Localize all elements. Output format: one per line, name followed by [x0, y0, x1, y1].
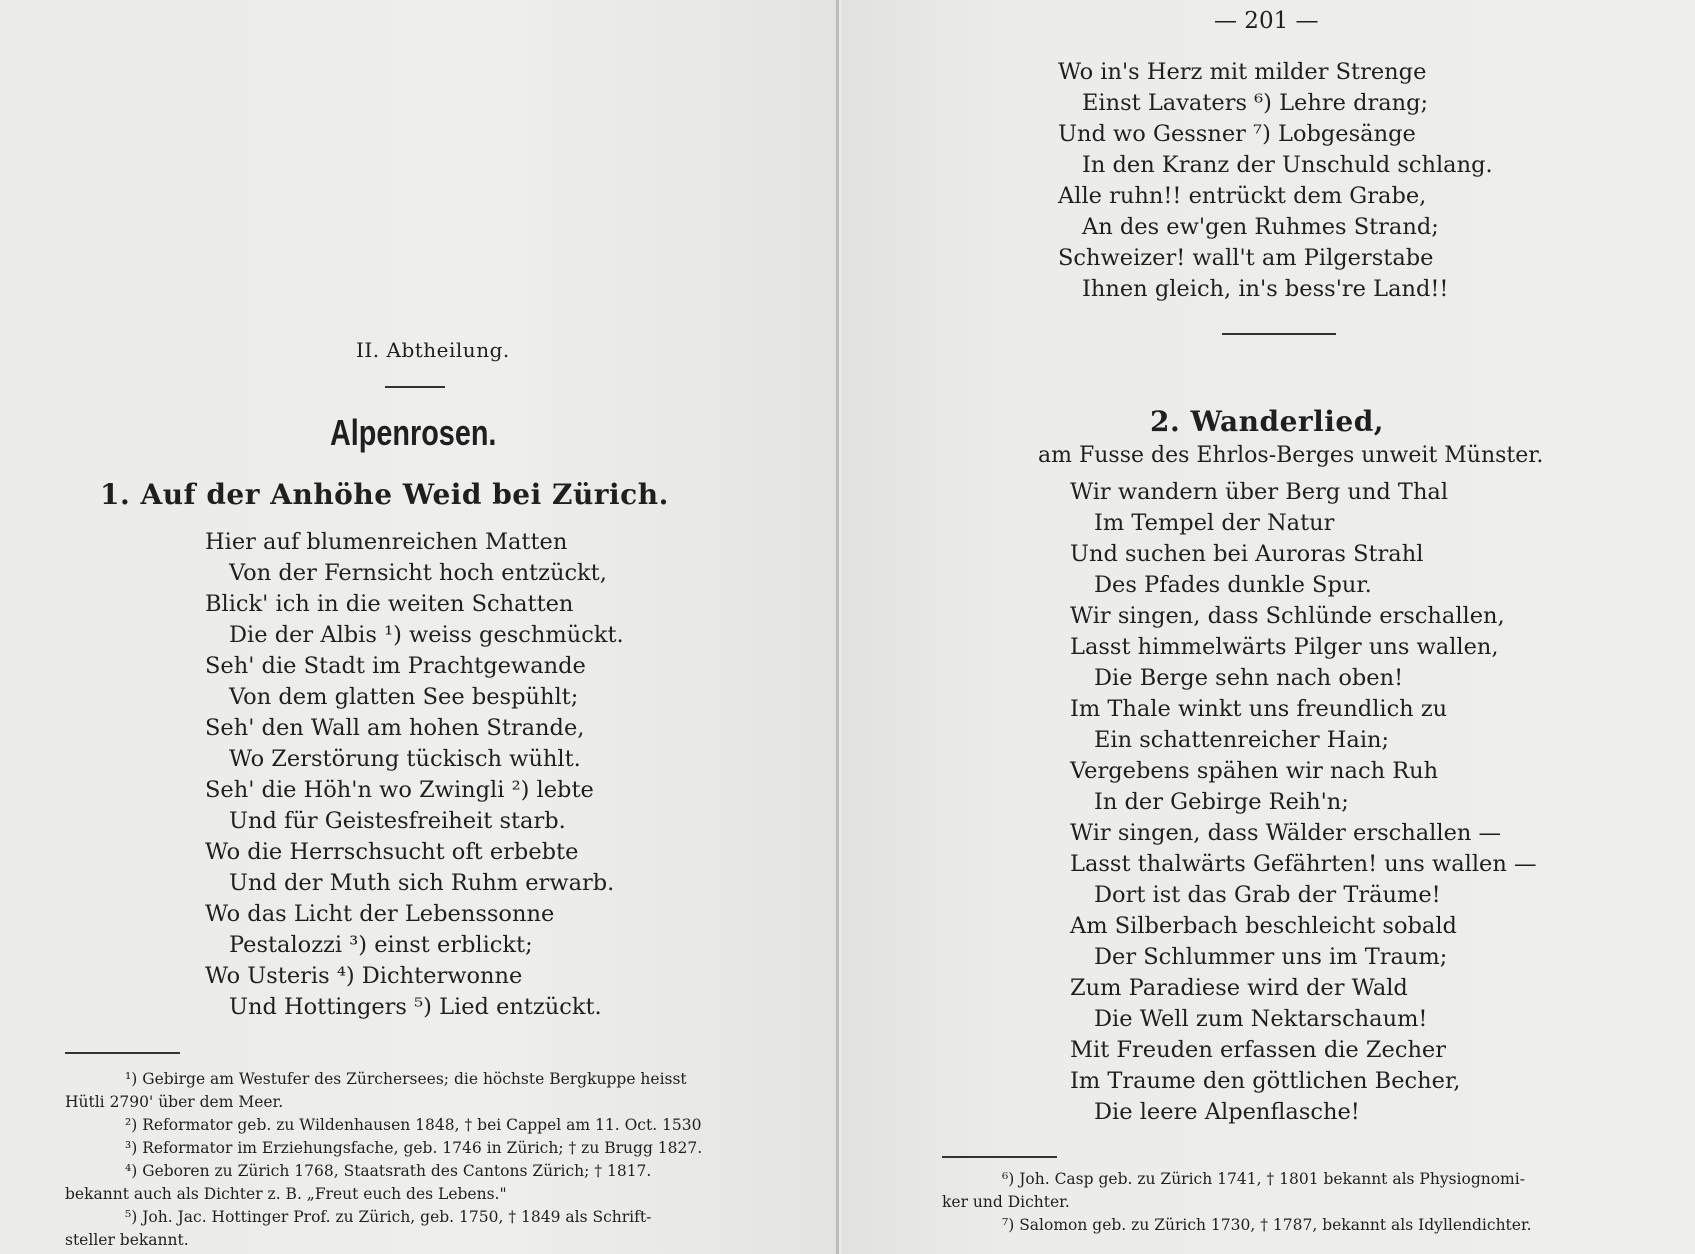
- verse-line: Seh' die Stadt im Prachtgewande: [205, 653, 586, 679]
- poem2-subtitle: am Fusse des Ehrlos-Berges unweit Münster.: [1038, 443, 1544, 468]
- verse-line: Pestalozzi ³) einst erblickt;: [229, 932, 533, 958]
- footnote-line: Hütli 2790' über dem Meer.: [65, 1093, 284, 1111]
- footnote-line: bekannt auch als Dichter z. B. „Freut euch des Lebens.": [65, 1185, 507, 1203]
- verse-line: Am Silberbach beschleicht sobald: [1070, 913, 1457, 939]
- verse-line: Wir singen, dass Schlünde erschallen,: [1070, 603, 1505, 629]
- continuation-verse: [1058, 57, 1493, 305]
- verse-line: Die leere Alpenflasche!: [1094, 1099, 1360, 1125]
- footnote-line: steller bekannt.: [65, 1231, 189, 1249]
- footnote-separator: [942, 1156, 1057, 1158]
- section-divider: [1222, 333, 1336, 335]
- verse-line: Blick' ich in die weiten Schatten: [205, 591, 574, 617]
- verse-line: Und für Geistesfreiheit starb.: [229, 808, 566, 834]
- verse-line: Die der Albis ¹) weiss geschmückt.: [229, 622, 624, 648]
- verse-line: Und Hottingers ⁵) Lied entzückt.: [229, 994, 602, 1020]
- left-footnotes: [65, 1068, 702, 1252]
- verse-line: Wo das Licht der Lebenssonne: [205, 901, 555, 927]
- verse-line: Wo Zerstörung tückisch wühlt.: [229, 746, 581, 772]
- verse-line: Lasst himmelwärts Pilger uns wallen,: [1070, 634, 1499, 660]
- verse-line: Ein schattenreicher Hain;: [1094, 727, 1390, 753]
- footnote-line: ³) Reformator im Erziehungsfache, geb. 1746 in Zürich; † zu Brugg 1827.: [125, 1139, 703, 1157]
- verse-line: Wo die Herrschsucht oft erbebte: [205, 839, 579, 865]
- verse-line: Schweizer! wall't am Pilgerstabe: [1058, 245, 1434, 271]
- verse-line: Die Well zum Nektarschaum!: [1094, 1006, 1428, 1032]
- verse-line: Und der Muth sich Ruhm erwarb.: [229, 870, 615, 896]
- verse-line: Und suchen bei Auroras Strahl: [1070, 541, 1424, 567]
- verse-line: Und wo Gessner ⁷) Lobgesänge: [1058, 121, 1416, 147]
- verse-line: Im Thale winkt uns freundlich zu: [1070, 696, 1448, 722]
- verse-line: Lasst thalwärts Gefährten! uns wallen —: [1070, 851, 1537, 877]
- poem1-verse: [205, 527, 624, 1023]
- verse-line: Im Traume den göttlichen Becher,: [1070, 1068, 1461, 1094]
- verse-line: In den Kranz der Unschuld schlang.: [1082, 152, 1493, 178]
- right-footnotes: [942, 1168, 1532, 1237]
- verse-line: Ihnen gleich, in's bess're Land!!: [1082, 276, 1449, 302]
- verse-line: Dort ist das Grab der Träume!: [1094, 882, 1441, 908]
- poem1-title: 1. Auf der Anhöhe Weid bei Zürich.: [100, 478, 669, 511]
- verse-line: Wir wandern über Berg und Thal: [1070, 479, 1449, 505]
- verse-line: Alle ruhn!! entrückt dem Grabe,: [1058, 183, 1427, 209]
- verse-line: Wo in's Herz mit milder Strenge: [1058, 59, 1427, 85]
- footnote-line: ⁵) Joh. Jac. Hottinger Prof. zu Zürich, geb. 1750, † 1849 als Schrift-: [125, 1208, 652, 1226]
- footnote-line: ⁷) Salomon geb. zu Zürich 1730, † 1787, bekannt als Idyllendichter.: [1002, 1216, 1532, 1234]
- book-gutter: [836, 0, 839, 1254]
- section-divider: [385, 386, 445, 388]
- poem2-verse: [1070, 477, 1536, 1128]
- verse-line: An des ew'gen Ruhmes Strand;: [1082, 214, 1439, 240]
- verse-line: Wo Usteris ⁴) Dichterwonne: [205, 963, 523, 989]
- verse-line: Zum Paradiese wird der Wald: [1070, 975, 1408, 1001]
- verse-line: Mit Freuden erfassen die Zecher: [1070, 1037, 1447, 1063]
- verse-line: Von dem glatten See bespühlt;: [229, 684, 579, 710]
- verse-line: Hier auf blumenreichen Matten: [205, 529, 568, 555]
- verse-line: Des Pfades dunkle Spur.: [1094, 572, 1372, 598]
- verse-line: Wir singen, dass Wälder erschallen —: [1070, 820, 1502, 846]
- page-title: Alpenrosen.: [330, 412, 497, 453]
- verse-line: Vergebens spähen wir nach Ruh: [1070, 758, 1439, 784]
- verse-line: Im Tempel der Natur: [1094, 510, 1335, 536]
- verse-line: Von der Fernsicht hoch entzückt,: [229, 560, 607, 586]
- footnote-line: ²) Reformator geb. zu Wildenhausen 1848, † bei Cappel am 11. Oct. 1530: [125, 1116, 702, 1134]
- footnote-line: ¹) Gebirge am Westufer des Zürchersees; die höchste Bergkuppe heisst: [125, 1070, 687, 1088]
- footnote-separator: [65, 1052, 180, 1054]
- footnote-line: ker und Dichter.: [942, 1193, 1070, 1211]
- verse-line: Die Berge sehn nach oben!: [1094, 665, 1404, 691]
- poem2-title: 2. Wanderlied,: [1150, 405, 1385, 438]
- footnote-line: ⁴) Geboren zu Zürich 1768, Staatsrath des Cantons Zürich; † 1817.: [125, 1162, 652, 1180]
- verse-line: Seh' die Höh'n wo Zwingli ²) lebte: [205, 777, 594, 803]
- page-number: — 201 —: [1214, 8, 1319, 34]
- verse-line: Einst Lavaters ⁶) Lehre drang;: [1082, 90, 1429, 116]
- footnote-line: ⁶) Joh. Casp geb. zu Zürich 1741, † 1801 bekannt als Physiognomi-: [1002, 1170, 1525, 1188]
- section-label: II. Abtheilung.: [356, 338, 510, 362]
- verse-line: Seh' den Wall am hohen Strande,: [205, 715, 585, 741]
- verse-line: In der Gebirge Reih'n;: [1094, 789, 1349, 815]
- verse-line: Der Schlummer uns im Traum;: [1094, 944, 1448, 970]
